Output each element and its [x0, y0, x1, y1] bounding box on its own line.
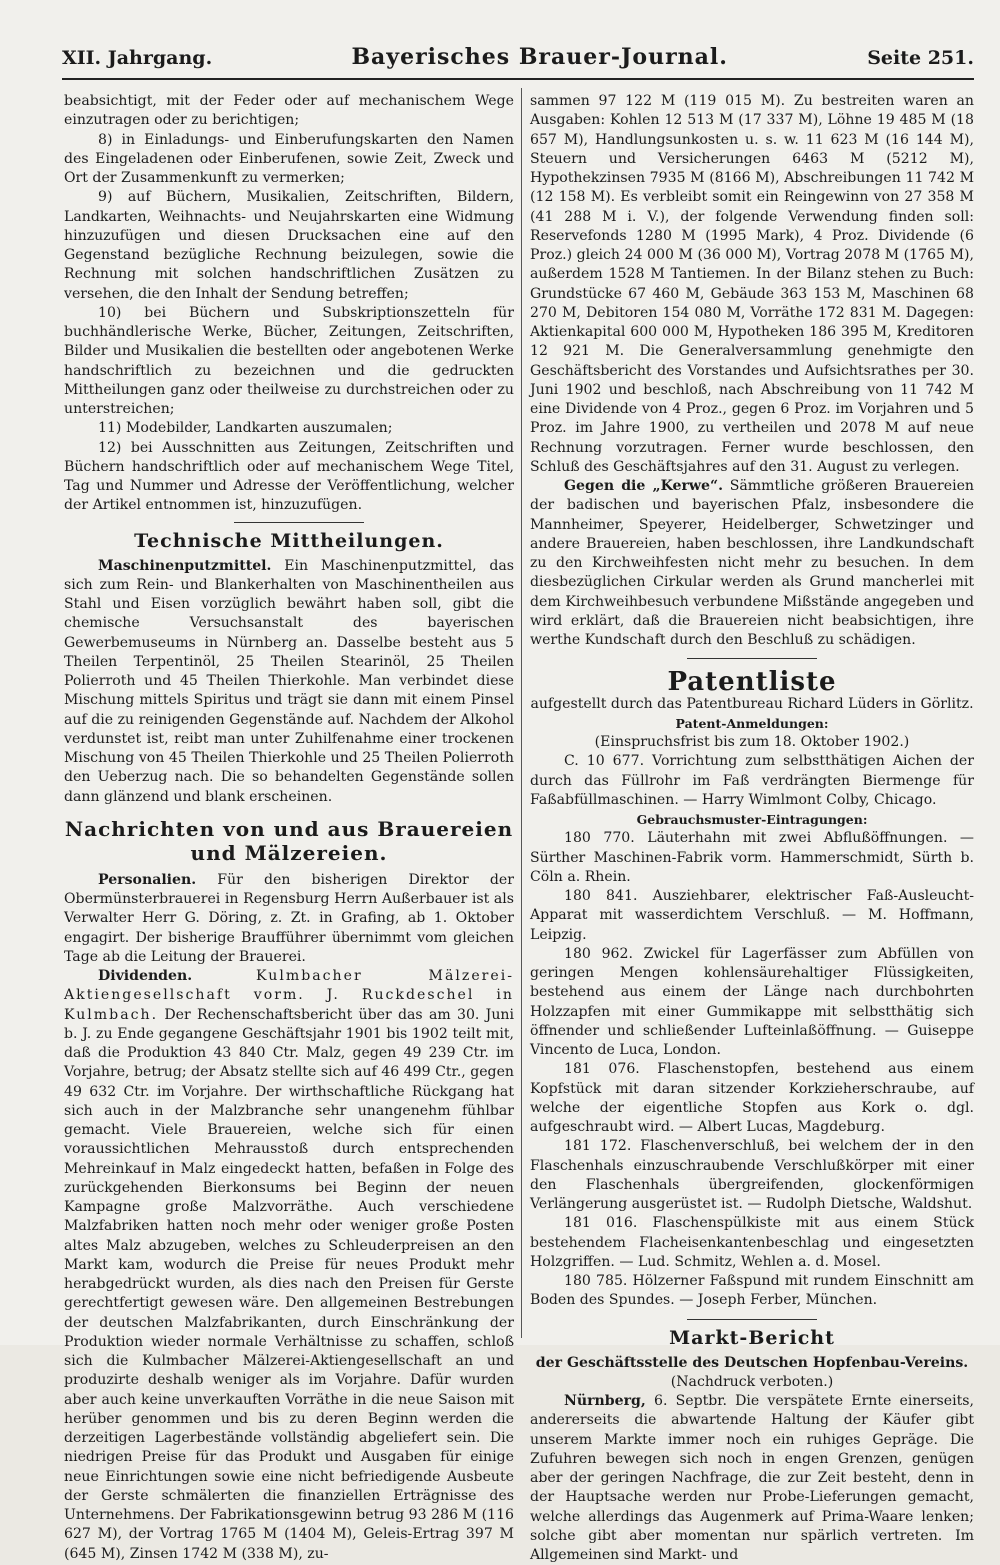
section-subtitle: der Geschäftsstelle des Deutschen Hopfenbau-Vereins. [535, 1354, 969, 1371]
list-item: 12) bei Ausschnitten aus Zeitungen, Zeitschriften und Büchern handschriftlich oder auf mechanischem Wege Titel, Tag und Nummer und Adresse der Veröffentlichung, welcher der Artikel entnommen ist, hinzuzufügen. [64, 439, 514, 514]
divider [687, 1319, 817, 1320]
article-paragraph [530, 1392, 974, 1565]
section-subtitle: aufgestellt durch das Patentbureau Richard Lüders in Görlitz. [530, 695, 974, 712]
article-lead: Nürnberg, [564, 1393, 646, 1409]
article-paragraph [530, 477, 974, 650]
section-note: (Nachdruck verboten.) [670, 1373, 834, 1390]
page-number: Seite 251. [867, 47, 974, 69]
article-paragraph [64, 557, 514, 807]
article-body: 6. Septbr. Die verspätete Ernte einerseits, andererseits die abwartende Haltung der Käufer gibt unserem Markte immer noch ein ruhiges Gepräge. Die Zufuhren bewegen sich noch in engen Grenzen, genügen aber der geringen Nachfrage, die zur Zeit besteht, denn in der Hauptsache werden nur Probe-Lieferungen gemacht, welche allerdings das Augenmerk auf Prima-Waare lenken; solche gibt aber momentan nur spärlich vertreten. Im Allgemeinen sind Markt- und [530, 1393, 975, 1563]
article-lead: Gegen die „Kerwe“. [564, 478, 724, 494]
patent-entry: C. 10 677. Vorrichtung zum selbstthätigen Aichen der durch das Füllrohr im Faß verdrängten Biermenge für Faßabfüllmaschinen. — Harry Wimlmont Colby, Chicago. [530, 753, 974, 808]
patent-entry: 181 016. Flaschenspülkiste mit aus einem Stück bestehendem Flacheisenkantenbeschlag und eingesetzten Holzgriffen. — Lud. Schmitz, Wehlen a. d. Mosel. [530, 1215, 974, 1270]
list-item: 8) in Einladungs- und Einberufungskarten den Namen des Eingeladenen oder Einberufenen, sowie Zeit, Zweck und Ort der Zusammenkunft zu vermerken; [64, 131, 514, 186]
patent-entry: 180 785. Hölzerner Faßspund mit rundem Einschnitt am Boden des Spundes. — Joseph Ferber, München. [530, 1273, 974, 1309]
subsection-note: (Einspruchsfrist bis zum 18. Oktober 1902.) [594, 734, 910, 750]
subsection-title: Gebrauchsmuster-Eintragungen: [636, 812, 868, 827]
article-paragraph [64, 967, 514, 1564]
divider [687, 658, 817, 659]
section-title-nachrichten: Nachrichten von und aus Brauereien und Mälzereien. [64, 816, 514, 865]
list-item: 10) bei Büchern und Subskriptionszetteln für buchhändlerische Werke, Bücher, Zeitungen, Zeitschriften, Bilder und Musikalien die bestellten oder angebotenen Werke handschriftlich zu bezeichnen und die gedruckten Mittheilungen ganz oder theilweise zu durchstreichen oder zu unterstreichen; [64, 304, 514, 417]
journal-title: Bayerisches Brauer-Journal. [351, 44, 728, 70]
article-paragraph [64, 871, 514, 967]
patent-entry: 180 770. Läuterhahn mit zwei Abflußöffnungen. — Sürther Maschinen-Fabrik vorm. Hammerschmidt, Sürth b. Cöln a. Rhein. [530, 830, 974, 885]
article-lead: Maschinenputzmittel. [98, 557, 272, 574]
section-title-technik: Technische Mittheilungen. [134, 529, 444, 552]
column-divider [521, 88, 522, 1338]
article-body: Sämmtliche größeren Brauereien der badischen und bayerischen Pfalz, insbesondere die Mannheimer, Speyerer, Heidelberger, Schwetzinger und andere Brauereien, haben beschlossen, ihre Landkundschaft zu den Kirchweihfesten nicht mehr zu besuchen. In dem diesbezüglichen Cirkular werden als Grund mancherlei mit dem Kirchweihbesuch verbundene Mißstände angegeben und wird erklärt, daß die Brauereien nicht beabsichtigen, ihre werthe Kundschaft durch den Beschluß zu schädigen. [530, 478, 974, 648]
list-item: 11) Modebilder, Landkarten auszumalen; [98, 420, 393, 437]
paragraph: beabsichtigt, mit der Feder oder auf mechanischem Wege einzutragen oder zu berichtigen; [64, 93, 514, 129]
article-body: Der Rechenschaftsbericht über das am 30. Juni b. J. zu Ende gegangene Geschäftsjahr 1901 bis 1902 teilt mit, daß die Produktion 43 840 Ctr. Malz, gegen 49 239 Ctr. im Vorjahre, betrug; der Absatz stellte sich auf 46 499 Ctr., gegen 49 632 Ctr. im Vorjahre. Der wirthschaftliche Rückgang hat sich auch in der Malzbranche sehr unangenehm fühlbar gemacht. Viele Brauereien, welche sich für einen voraussichtlichen Mehrausstoß durch entsprechenden Mehreinkauf in Malz eingedeckt hatten, befaßen in Folge des zurückgehenden Bierkonsums bei Beginn der neuen Kampagne große Malzvorräthe. Auch verschiedene Malzfabriken hatten noch mehr oder weniger große Posten altes Malz abzugeben, welches zu Schleuderpreisen an den Markt kam, wodurch die Preise für neues Produkt mehr herabgedrückt wurden, als dies nach den Preisen für Gerste gerechtfertigt gewesen wäre. Den allgemeinen Bestrebungen der deutschen Malzfabrikanten, durch Einschränkung der Produktion wieder normale Verhältnisse zu schaffen, schloß sich die Kulmbacher Mälzerei-Aktiengesellschaft an und produzirte deshalb weniger als im Vorjahre. Dafür wurden aber auch keine unverkauften Vorräthe in die neue Saison mit herüber genommen und bis zu deren Beginn werden die derzeitigen Lagerbestände vollständig abgeliefert sein. Die niedrigen Preise für das Produkt und Ausgaben für einige neue Einrichtungen sowie eine nicht befriedigende Ausbeute der Gerste schmälerten die finanziellen Erträgnisse des Unternehmens. Der Fabrikationsgewinn betrug 93 286 M (116 627 M), der Vortrag 1765 M (1404 M), Geleis-Ertrag 397 M (645 M), Zinsen 1742 M (338 M), zu- [64, 1006, 514, 1562]
right-column [530, 92, 974, 1565]
volume-label: XII. Jahrgang. [62, 47, 213, 69]
subsection-title: Patent-Anmeldungen: [675, 715, 829, 731]
section-title-patentliste: Patentliste [667, 667, 837, 698]
company-name: Kulmbacher Mälzerei-Aktiengesellschaft vorm. J. Ruckdeschel in Kulmbach. [64, 968, 515, 1023]
article-lead: Dividenden. [98, 968, 193, 984]
patent-entry: 181 172. Flaschenverschluß, bei welchem der in den Flaschenhals einzuschraubende Verschlußkörper mit einer den Flaschenhals übergreifenden, glockenförmigen Verlängerung ausgerüstet ist. — Rudolph Dietsche, Waldshut. [530, 1138, 974, 1212]
left-column [64, 92, 514, 1564]
article-lead: Personalien. [98, 871, 197, 888]
running-header [62, 44, 974, 80]
patent-entry: 180 841. Ausziehbarer, elektrischer Faß-Ausleucht-Apparat mit wasserdichtem Verschluß. — M. Hoffmann, Leipzig. [530, 888, 974, 943]
article-body: Für den bisherigen Direktor der Obermünsterbrauerei in Regensburg Herrn Außerbauer ist als Verwalter Herr G. Döring, z. Zt. in Grafing, ab 1. Oktober engagirt. Der bisherige Braufführer übernimmt vom gleichen Tage ab die Leitung der Brauerei. [64, 871, 514, 965]
divider [234, 522, 364, 523]
list-item: 9) auf Büchern, Musikalien, Zeitschriften, Bildern, Landkarten, Weihnachts- und Neujahrskarten eine Widmung hinzuzufügen und diesen Drucksachen eine auf den Gegenstand bezügliche Rechnung beizulegen, sowie die Rechnung mit solchen handschriftlichen Zusätzen zu versehen, die den Inhalt der Sendung betreffen; [64, 189, 514, 302]
patent-entry: 180 962. Zwickel für Lagerfässer zum Abfüllen von geringen Mengen kohlensäurehaltiger Flüssigkeiten, bestehend aus einem der Länge nach durchbohrten Holzzapfen mit einer Gummikappe mit selbstthätig sich öffnender und schließender Lufteinlaßöffnung. — Guiseppe Vincento de Luca, London. [530, 945, 974, 1058]
patent-entry: 181 076. Flaschenstopfen, bestehend aus einem Kopfstück mit daran sitzender Korkzieherschraube, auf welche der eigentliche Stopfen aus Kork o. dgl. aufgeschraubt wird. — Albert Lucas, Magdeburg. [530, 1061, 974, 1135]
article-body: Ein Maschinenputzmittel, das sich zum Rein- und Blankerhalten von Maschinentheilen aus Stahl und Eisen vorzüglich bewährt haben soll, gibt die chemische Versuchsanstalt des bayerischen Gewerbemuseums in Nürnberg an. Dasselbe besteht aus 5 Theilen Terpentinöl, 25 Theilen Stearinöl, 25 Theilen Polierroth und 45 Theilen Thierkohle. Man verbindet diese Mischung mittels Spiritus und trägt sie dann mit einem Pinsel auf die zu reinigenden Gegenstände auf. Nachdem der Alkohol verdunstet ist, reibt man unter Zuhilfenahme einer trockenen Mischung von 45 Theilen Thierkohle und 25 Theilen Polierroth den Ueberzug nach. Die so behandelten Gegenstände sollen dann glänzend und blank erscheinen. [64, 557, 515, 805]
paragraph: sammen 97 122 M (119 015 M). Zu bestreiten waren an Ausgaben: Kohlen 12 513 M (17 337 M), Löhne 19 485 M (18 657 M), Handlungsunkosten u. s. w. 11 623 M (16 144 M), Steuern und Versicherungen 6463 M (5212 M), Hypothekzinsen 7935 M (8166 M), Abschreibungen 11 742 M (12 158 M). Es verbleibt somit ein Reingewinn von 27 358 M (41 288 M i. V.), der folgende Verwendung finden soll: Reservefonds 1280 M (1995 Mark), 4 Proz. Dividende (6 Proz.) gleich 24 000 M (36 000 M), Vortrag 2078 M (1765 M), außerdem 1528 M Tantiemen. In der Bilanz stehen zu Buch: Grundstücke 67 460 M, Gebäude 363 153 M, Maschinen 68 270 M, Debitoren 154 080 M, Vorräthe 172 831 M. Dagegen: Aktienkapital 600 000 M, Hypotheken 186 395 M, Kreditoren 12 921 M. Die Generalversammlung genehmigte den Geschäftsbericht des Vorstandes und Aufsichtsrathes per 30. Juni 1902 und beschloß, nach Abschreibung von 11 742 M eine Dividende von 4 Proz., gegen 6 Proz. im Vorjahren und 5 Proz. im Jahre 1900, zu vertheilen und 2078 M auf neue Rechnung vorzutragen. Ferner wurde beschlossen, den Schluß des Geschäftsjahres auf den 31. August zu verlegen. [530, 93, 974, 475]
section-title-marktbericht: Markt-Bericht [669, 1326, 835, 1349]
